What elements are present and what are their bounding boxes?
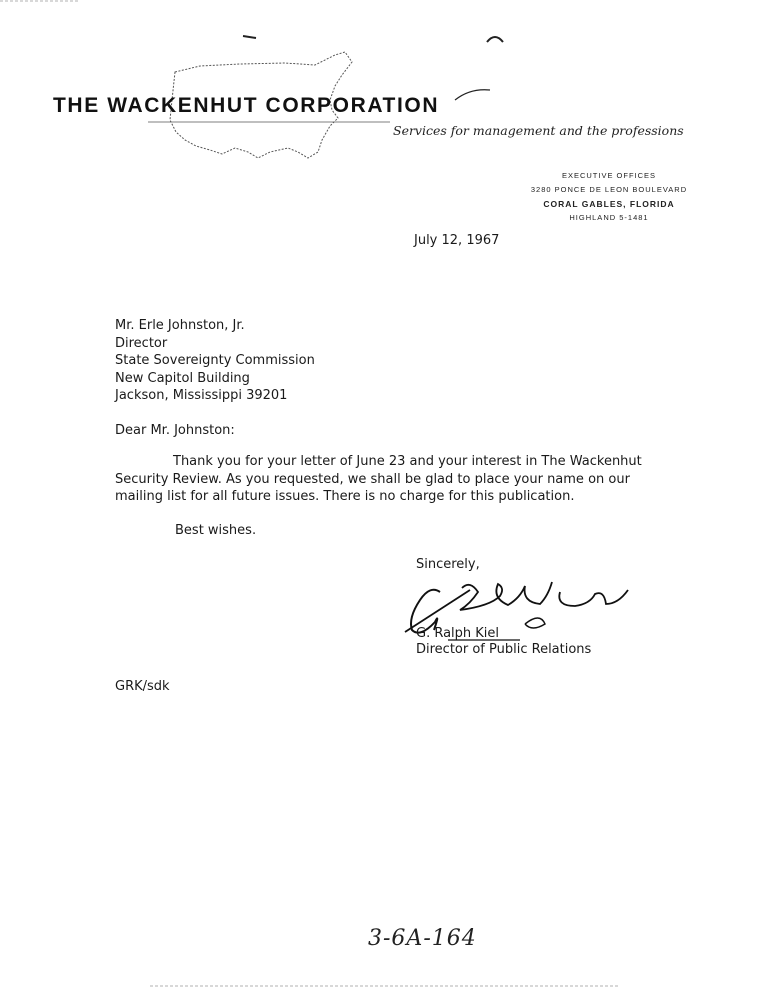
complimentary-close: Sincerely, — [416, 557, 480, 572]
exec-offices-label: EXECUTIVE OFFICES — [561, 171, 657, 180]
closing-wishes: Best wishes. — [175, 523, 257, 538]
recipient-line: New Capitol Building — [115, 370, 250, 386]
exec-offices-phone: HIGHLAND 5-1481 — [569, 213, 649, 222]
reference-initials: GRK/sdk — [115, 679, 170, 694]
signer-title: Director of Public Relations — [416, 642, 592, 657]
recipient-line: Director — [115, 335, 168, 351]
letter-body-text: Thank you for your letter of June 23 and your interest in The Wackenhut Security Review. As you requested, we shall be glad to place your name on our mailing list for all future issues. There is no charge for this publication. — [115, 454, 642, 504]
recipient-line: Jackson, Mississippi 39201 — [115, 388, 288, 403]
salutation: Dear Mr. Johnston: — [115, 423, 235, 438]
exec-offices-street: 3280 PONCE DE LEON BOULEVARD — [530, 185, 688, 194]
exec-offices-city: CORAL GABLES, FLORIDA — [543, 199, 675, 209]
company-name: THE WACKENHUT CORPORATION — [53, 94, 440, 117]
recipient-line: State Sovereignty Commission — [115, 353, 315, 368]
signer-name: G. Ralph Kiel — [416, 626, 500, 641]
company-tagline: Services for management and the professions — [393, 123, 684, 138]
letter-date: July 12, 1967 — [414, 233, 500, 248]
handwritten-file-number: 3-6A-164 — [368, 926, 477, 951]
recipient-line: Mr. Erle Johnston, Jr. — [115, 318, 245, 333]
